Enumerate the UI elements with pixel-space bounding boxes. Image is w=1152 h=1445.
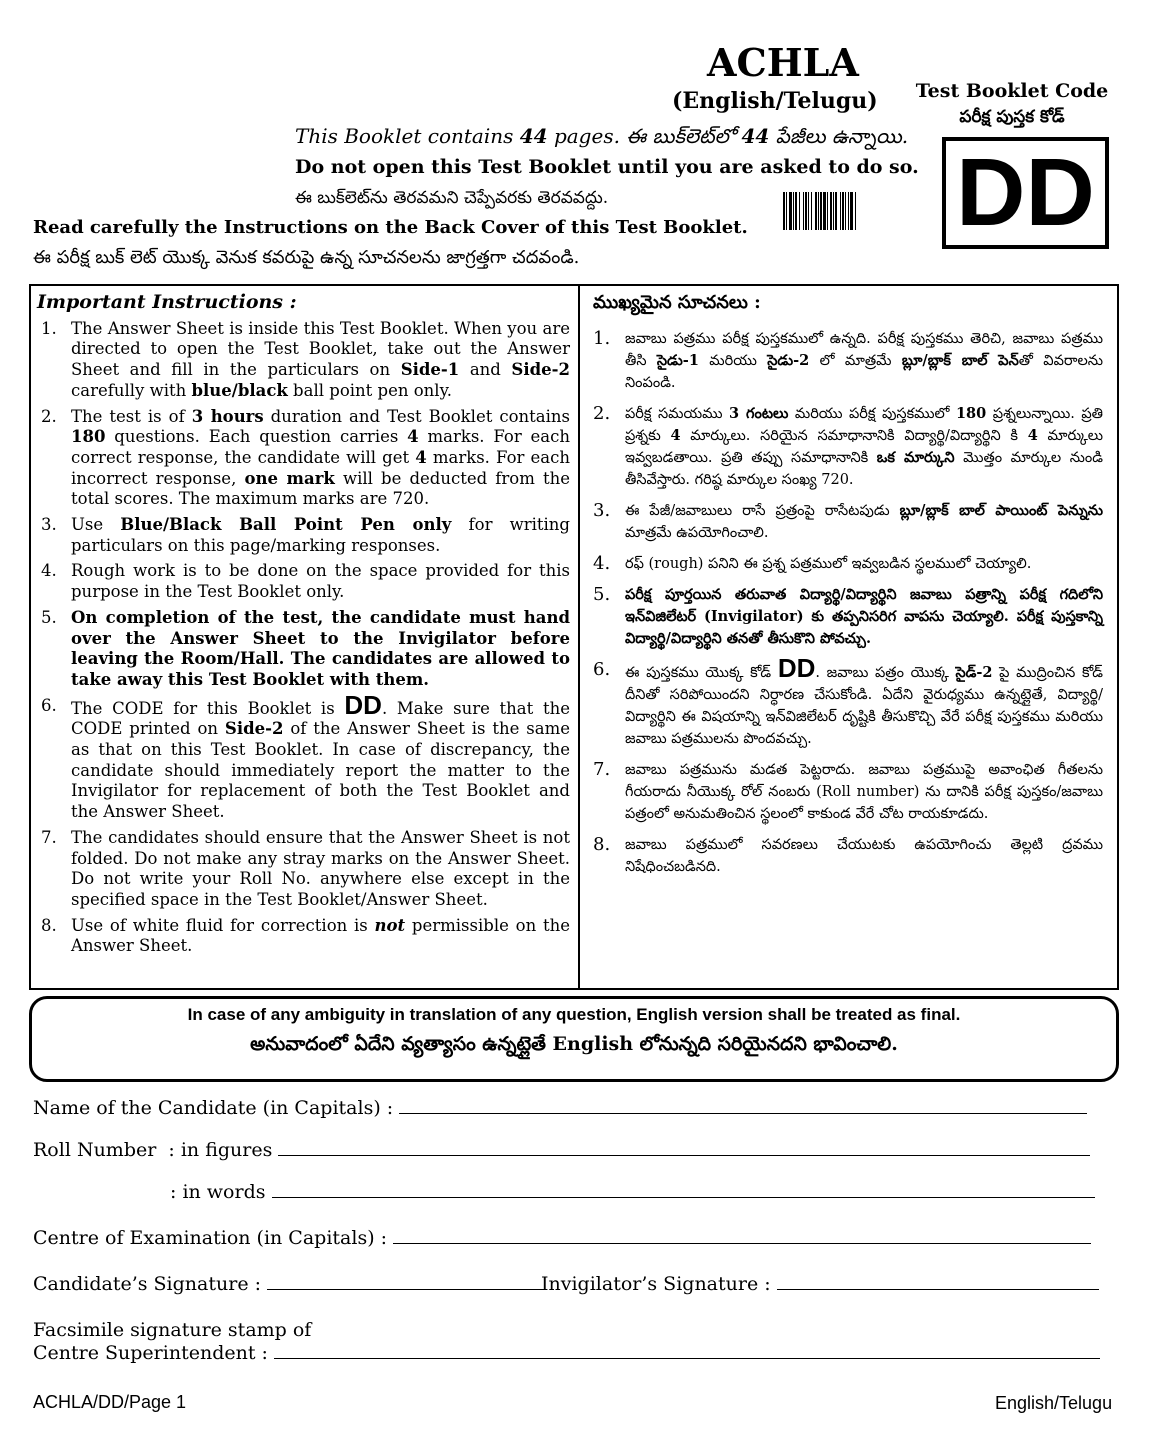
instruction-number: 5. — [41, 607, 57, 627]
do-not-open-warning-te: ఈ బుక్‌లెట్‌ను తెరవమని చెప్పేవరకు తెరవవద్దు. — [295, 188, 609, 208]
ambiguity-note-english: In case of any ambiguity in translation of any question, English version shall be treated as final. — [187, 1005, 961, 1024]
instruction-emphasis: సైడు-2 — [767, 352, 810, 369]
instruction-item — [593, 403, 1103, 491]
instruction-text: and — [459, 360, 512, 380]
instruction-number: 4. — [41, 561, 57, 581]
roll-number-words-line[interactable] — [272, 1181, 1095, 1198]
instruction-number: 5. — [593, 584, 611, 605]
instruction-emphasis: 180 — [71, 427, 106, 447]
instruction-item — [593, 500, 1103, 544]
candidate-signature-field: Candidate’s Signature : — [33, 1273, 543, 1295]
instruction-text: ప్రశ్నలున్నాయి. ప్రతి ప్రశ్నకు — [625, 406, 1103, 444]
instruction-text: రఫ్ (rough) పనిని ఈ ప్రశ్న పత్రములో ఇవ్వబడిన స్థలములో చెయ్యాలి. — [625, 556, 1032, 572]
booklet-code-label: Test Booklet Code — [915, 80, 1109, 102]
instruction-number: 8. — [593, 834, 611, 855]
instruction-item — [593, 584, 1103, 650]
instruction-item — [37, 319, 570, 402]
read-instructions-note-te: ఈ పరీక్ష బుక్ లెట్ యొక్క వెనుక కవరుపై ఉన్న సూచనలను జాగ్రత్తగా చదవండి. — [33, 247, 580, 268]
instruction-text: duration and Test Booklet contains — [263, 406, 570, 426]
instruction-text: మరియు — [698, 353, 768, 369]
instruction-text: will be deducted from the total scores. The maximum marks are 720. — [71, 468, 570, 509]
translation-ambiguity-note — [29, 996, 1119, 1082]
instruction-text: జవాబు పత్రము పరీక్ష పుస్తకములో ఉన్నది. పరీక్ష పుస్తకము తెరిచి, జవాబు పత్రము తీసి — [625, 331, 1103, 369]
instruction-emphasis: blue/black — [191, 380, 288, 400]
instruction-number: 3. — [593, 500, 611, 521]
instruction-emphasis: సైడ్-2 — [955, 664, 993, 681]
candidate-name-field: Name of the Candidate (in Capitals) : — [33, 1097, 1087, 1119]
page-footer-language: English/Telugu — [995, 1393, 1113, 1413]
instruction-item — [37, 689, 570, 823]
instruction-item — [593, 759, 1103, 825]
invigilator-signature-line[interactable] — [777, 1273, 1099, 1290]
instruction-text: జవాబు పత్రమును మడత పెట్టరాదు. జవాబు పత్రముపై అవాంఛిత గీతలను గీయరాదు నీయొక్క రోల్ నంబరు (Roll number) ను దానికి పరీక్ష పుస్తకం/జవాబు పత్రంలో అనుమతించిన స్థలంలో కాకుండ వేరే చోట రాయకూడదు. — [625, 762, 1103, 822]
instructions-list-telugu — [593, 328, 1103, 878]
barcode-bar — [856, 192, 857, 230]
candidate-name-line[interactable] — [399, 1097, 1087, 1114]
instruction-text: marks. For each incorrect response, — [71, 447, 570, 488]
superintendent-signature-line[interactable] — [274, 1342, 1100, 1359]
instruction-text: ఈ పుస్తకము యొక్క కోడ్ — [625, 665, 778, 681]
instructions-list-english — [37, 319, 570, 957]
instruction-emphasis: ఒక మార్కుని — [876, 449, 955, 466]
invigilator-signature-field: Invigilator’s Signature : — [541, 1273, 1099, 1295]
instruction-emphasis: DD — [344, 689, 382, 720]
instruction-item — [37, 561, 570, 602]
barcode-image — [783, 192, 900, 230]
page-footer-code: ACHLA/DD/Page 1 — [33, 1392, 187, 1412]
instruction-text: మాత్రమే ఉపయోగించాలి. — [625, 525, 769, 541]
instruction-emphasis: 3 hours — [191, 406, 264, 426]
read-instructions-note: Read carefully the Instructions on the Back Cover of this Test Booklet. — [33, 217, 748, 238]
instructions-heading-te: ముఖ్యమైన సూచనలు : — [593, 292, 761, 313]
instruction-text: మార్కులు ఇవ్వబడతాయి. ప్రతి తప్పు సమాధానానికి — [625, 428, 1104, 466]
instruction-text: మరియు పరీక్ష పుస్తకములో — [788, 406, 956, 422]
instruction-emphasis: On completion of the test, the candidate must hand over the Answer Sheet to the Invigilator before leaving the Room/Hall. The candidates are allowed to take away this Test Booklet with them. — [71, 607, 570, 689]
instruction-item — [593, 653, 1103, 750]
instruction-emphasis: బ్లూ/బ్లాక్ బాల్ పెన్‌ — [901, 352, 1019, 369]
instruction-text: The Answer Sheet is inside this Test Booklet. When you are directed to open the Test Booklet, take out the Answer Sheet and fill in the particulars on — [71, 318, 570, 380]
roll-number-words-field: : in words — [170, 1181, 1095, 1203]
instruction-emphasis: 4 — [1027, 427, 1038, 444]
instruction-emphasis: not — [374, 915, 406, 935]
booklet-code-box: DD — [942, 137, 1109, 249]
instruction-emphasis: Side-1 — [400, 360, 460, 380]
instruction-text: మొత్తం మార్కుల నుండి తీసివేస్తారు. గరిష్ఠ మార్కుల సంఖ్య 720. — [625, 450, 1103, 488]
instruction-emphasis: బ్లూ/బ్లాక్ బాల్ పాయింట్ పెన్నును — [899, 502, 1103, 519]
instruction-number: 7. — [41, 827, 57, 847]
instruction-text: తో వివరాలను నింపండి. — [625, 353, 1103, 391]
booklet-language: (English/Telugu) — [672, 88, 878, 114]
instruction-text: of the Answer Sheet is the same as that on this Test Booklet. In case of discrepancy, the candidate should immediately report the matter to the Invigilator for replacement of both the Test Booklet and the Answer Sheet. — [71, 719, 570, 822]
instruction-text: for writing particulars on this page/marking responses. — [71, 515, 570, 555]
instruction-emphasis: Side-2 — [224, 719, 284, 739]
instruction-number: 3. — [41, 515, 57, 535]
instruction-text: ఈ పేజీ/జవాబులు రాసే ప్రత్రంపై రాసేటపుడు — [625, 503, 900, 519]
instruction-text: జవాబు పత్రములో సవరణలు చేయుటకు ఉపయోగించు తెల్లటి ద్రవము నిషేధించబడినది. — [625, 837, 1103, 875]
instruction-number: 6. — [41, 695, 57, 715]
instructions-heading: Important Instructions : — [37, 291, 297, 313]
instruction-emphasis: 4 — [415, 447, 427, 467]
booklet-code-label-te: పరీక్ష పుస్తక కోడ్ — [959, 107, 1065, 127]
roll-number-figures-field: Roll Number : in figures — [33, 1139, 1090, 1161]
instruction-emphasis: 4 — [670, 427, 681, 444]
instruction-item — [37, 515, 570, 556]
instruction-number: 1. — [41, 318, 57, 338]
facsimile-label: Facsimile signature stamp of — [33, 1319, 312, 1341]
instruction-text: questions. Each question carries — [105, 427, 408, 447]
roll-number-figures-line[interactable] — [278, 1139, 1090, 1156]
instruction-text: . జవాబు పత్రం యొక్క — [815, 665, 956, 681]
instructions-box — [29, 284, 1119, 990]
instruction-emphasis: 4 — [407, 427, 419, 447]
instruction-emphasis: 180 — [955, 405, 987, 422]
instruction-text: carefully with — [71, 380, 192, 400]
instruction-text: పరీక్ష సమయము — [625, 406, 730, 422]
instructions-telugu — [593, 292, 1103, 887]
instruction-emphasis: Side-2 — [511, 360, 570, 380]
instruction-number: 1. — [593, 328, 611, 349]
instruction-item — [37, 407, 570, 511]
instruction-number: 4. — [593, 553, 611, 574]
instruction-item — [37, 916, 570, 957]
instruction-emphasis: 3 గంటలు — [729, 405, 789, 422]
candidate-signature-line[interactable] — [267, 1273, 543, 1290]
instruction-number: 7. — [593, 759, 611, 780]
instruction-item — [593, 834, 1103, 878]
instruction-text: . Make sure that the CODE printed on — [71, 698, 570, 739]
exam-centre-field: Centre of Examination (in Capitals) : — [33, 1227, 1091, 1249]
instruction-text: The test is of — [71, 406, 192, 426]
instruction-text: మార్కులు. సరియైన సమాధానానికి విద్యార్థి/విద్యార్థిని కి — [680, 428, 1028, 444]
instruction-number: 6. — [593, 659, 611, 680]
instruction-emphasis: పరీక్ష పూర్తయిన తరువాత విద్యార్థి/విద్యార్థిని జవాబు పత్రాన్ని పరీక్ష గదిలోని ఇన్‌విజిలేటర్ (Invigilator) కు తప్పనిసరిగ వాపసు చెయ్యాలి. పరీక్ష పుస్తకాన్ని విద్యార్థి/విద్యార్థిని తనతో తీసుకొని పోవచ్చు. — [625, 586, 1103, 647]
booklet-title: ACHLA — [707, 40, 859, 85]
instruction-item — [37, 608, 570, 691]
instruction-number: 2. — [41, 406, 57, 426]
instruction-text: The candidates should ensure that the Answer Sheet is not folded. Do not make any stray marks on the Answer Sheet. Do not write your Roll No. anywhere else except in the specified space in the Test Booklet/Answer Sheet. — [71, 827, 570, 909]
instruction-text: Use of white fluid for correction is — [71, 915, 375, 935]
instruction-text: The CODE for this Booklet is — [71, 698, 345, 718]
instruction-emphasis: సైడు-1 — [656, 352, 699, 369]
instruction-text: లో మాత్రమే — [809, 353, 902, 369]
instruction-text: permissible on the Answer Sheet. — [71, 915, 570, 956]
instruction-number: 8. — [41, 915, 57, 935]
instruction-text: పై ముద్రించిన కోడ్ దీనితో సరిపోయిందని నిర్ధారణ చేసుకోండి. ఏదేని వైరుధ్యము ఉన్నట్లైతే, విద్యార్థి/విద్యార్థిని ఈ విషయాన్ని ఇన్‌విజిలేటర్ దృష్టికి తీసుకొచ్చి వేరే పరీక్ష పుస్తకము మరియు జవాబు పత్రములను పొందవచ్చు. — [625, 665, 1103, 747]
exam-centre-line[interactable] — [393, 1227, 1091, 1244]
instruction-item — [593, 328, 1103, 394]
superintendent-signature-field: Centre Superintendent : — [33, 1342, 1100, 1364]
do-not-open-warning: Do not open this Test Booklet until you are asked to do so. — [295, 156, 919, 178]
instruction-item — [593, 553, 1103, 575]
instructions-english — [37, 292, 570, 962]
ambiguity-note-telugu: అనువాదంలో ఏదేని వ్యత్యాసం ఉన్నట్లైతే English లోనున్నది సరియైనదని భావించాలి. — [250, 1033, 898, 1055]
instruction-emphasis: Blue/Black Ball Point Pen only — [120, 515, 452, 535]
instruction-emphasis: DD — [777, 653, 816, 683]
page-count-note: This Booklet contains 44 pages. ఈ బుక్‌లెట్‌లో 44 పేజీలు ఉన్నాయి. — [295, 124, 909, 148]
instruction-text: marks. For each correct response, the candidate will get — [71, 427, 571, 467]
column-divider — [578, 286, 580, 988]
instruction-item — [37, 828, 570, 911]
instruction-text: Use — [71, 515, 121, 535]
instruction-emphasis: one mark — [244, 468, 335, 488]
instruction-text: ball point pen only. — [287, 380, 452, 400]
instruction-text: Rough work is to be done on the space provided for this purpose in the Test Booklet only. — [71, 561, 570, 602]
instruction-number: 2. — [593, 403, 611, 424]
